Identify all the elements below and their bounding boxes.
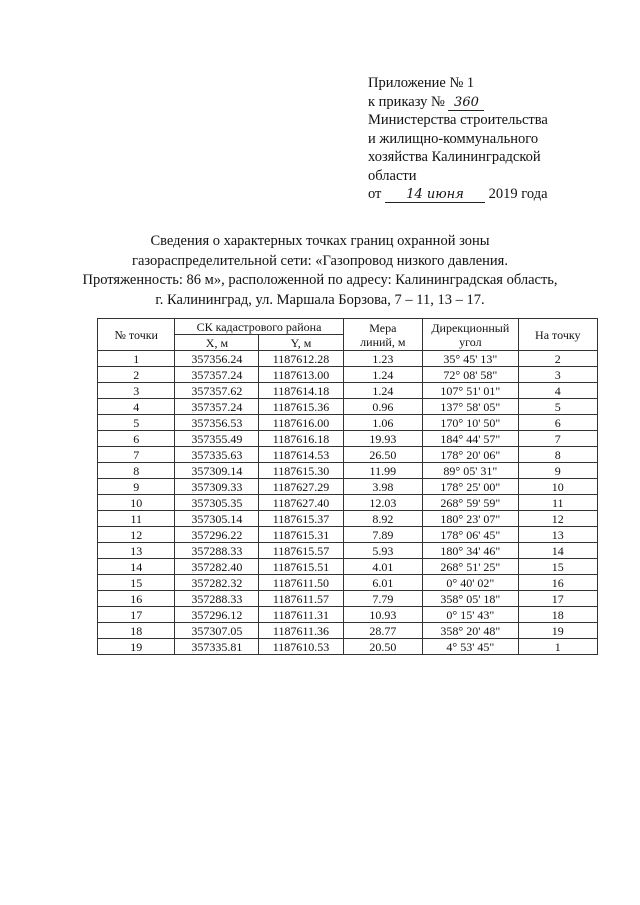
cell-to-point: 12 bbox=[518, 511, 597, 527]
ministry-line-4: области bbox=[368, 167, 417, 184]
cell-to-point: 18 bbox=[518, 607, 597, 623]
title-line-1: Сведения о характерных точках границ охранной зоны bbox=[150, 233, 490, 249]
title-line-3: Протяженность: 86 м», расположенной по адресу: Калининградская область, bbox=[82, 272, 558, 288]
appendix-title: Приложение № 1 bbox=[368, 75, 475, 91]
cell-x: 357335.81 bbox=[175, 639, 259, 655]
cell-x: 357305.14 bbox=[175, 511, 259, 527]
cell-to-point: 8 bbox=[518, 447, 597, 463]
cell-y: 1187610.53 bbox=[259, 639, 343, 655]
cell-y: 1187615.57 bbox=[259, 543, 343, 559]
cell-to-point: 4 bbox=[518, 383, 597, 399]
boundary-points-table bbox=[97, 318, 598, 655]
cell-angle: 178° 20' 06" bbox=[423, 447, 518, 463]
cell-point-no: 15 bbox=[98, 575, 175, 591]
cell-to-point: 2 bbox=[518, 351, 597, 367]
cell-to-point: 7 bbox=[518, 431, 597, 447]
cell-x: 357282.40 bbox=[175, 559, 259, 575]
cell-point-no: 16 bbox=[98, 591, 175, 607]
cell-point-no: 2 bbox=[98, 367, 175, 383]
cell-x: 357357.24 bbox=[175, 367, 259, 383]
table-row bbox=[98, 367, 598, 383]
title-line-4: г. Калининград, ул. Маршала Борзова, 7 – 11, 13 – 17. bbox=[155, 291, 485, 308]
cell-length: 5.93 bbox=[343, 543, 423, 559]
table-row bbox=[98, 463, 598, 479]
cell-x: 357309.33 bbox=[175, 479, 259, 495]
date-prefix: от bbox=[368, 186, 382, 202]
header-angle-line2: угол bbox=[459, 334, 482, 349]
cell-point-no: 6 bbox=[98, 431, 175, 447]
cell-point-no: 7 bbox=[98, 447, 175, 463]
cell-length: 11.99 bbox=[343, 463, 423, 479]
title-line-2: газораспределительной сети: «Газопровод низкого давления. bbox=[132, 252, 508, 269]
header-x: X, м bbox=[175, 335, 259, 351]
table-body bbox=[98, 351, 598, 655]
cell-point-no: 18 bbox=[98, 623, 175, 639]
cell-x: 357355.49 bbox=[175, 431, 259, 447]
cell-length: 7.79 bbox=[343, 591, 423, 607]
cell-y: 1187615.37 bbox=[259, 511, 343, 527]
cell-angle: 178° 06' 45" bbox=[423, 527, 518, 543]
cell-point-no: 4 bbox=[98, 399, 175, 415]
cell-x: 357356.53 bbox=[175, 415, 259, 431]
cell-to-point: 11 bbox=[518, 495, 597, 511]
ministry-line-2: и жилищно-коммунального bbox=[368, 130, 539, 147]
table-row bbox=[98, 479, 598, 495]
cell-angle: 180° 23' 07" bbox=[423, 511, 518, 527]
table-row bbox=[98, 447, 598, 463]
cell-to-point: 19 bbox=[518, 623, 597, 639]
cell-angle: 0° 40' 02" bbox=[423, 575, 518, 591]
cell-x: 357335.63 bbox=[175, 447, 259, 463]
cell-length: 1.23 bbox=[343, 351, 423, 367]
header-length-line1: Мера bbox=[369, 320, 397, 335]
cell-point-no: 8 bbox=[98, 463, 175, 479]
cell-angle: 35° 45' 13" bbox=[423, 351, 518, 367]
cell-angle: 358° 20' 48" bbox=[423, 623, 518, 639]
cell-length: 4.01 bbox=[343, 559, 423, 575]
ministry-line-3: хозяйства Калининградской bbox=[368, 149, 541, 165]
cell-point-no: 14 bbox=[98, 559, 175, 575]
cell-point-no: 5 bbox=[98, 415, 175, 431]
cell-to-point: 1 bbox=[518, 639, 597, 655]
cell-y: 1187611.57 bbox=[259, 591, 343, 607]
cell-y: 1187614.18 bbox=[259, 383, 343, 399]
cell-y: 1187612.28 bbox=[259, 351, 343, 367]
cell-length: 10.93 bbox=[343, 607, 423, 623]
table-row bbox=[98, 511, 598, 527]
cell-angle: 137° 58' 05" bbox=[423, 399, 518, 415]
cell-to-point: 6 bbox=[518, 415, 597, 431]
cell-x: 357357.62 bbox=[175, 383, 259, 399]
table-row bbox=[98, 607, 598, 623]
cell-y: 1187611.36 bbox=[259, 623, 343, 639]
cell-y: 1187627.40 bbox=[259, 495, 343, 511]
cell-angle: 184° 44' 57" bbox=[423, 431, 518, 447]
cell-point-no: 12 bbox=[98, 527, 175, 543]
header-length-line2: линий, м bbox=[360, 334, 406, 349]
cell-x: 357296.22 bbox=[175, 527, 259, 543]
cell-point-no: 1 bbox=[98, 351, 175, 367]
cell-x: 357288.33 bbox=[175, 591, 259, 607]
cell-angle: 180° 34' 46" bbox=[423, 543, 518, 559]
cell-to-point: 5 bbox=[518, 399, 597, 415]
header-point-no: № точки bbox=[98, 319, 175, 351]
cell-length: 1.24 bbox=[343, 383, 423, 399]
cell-angle: 107° 51' 01" bbox=[423, 383, 518, 399]
cell-y: 1187616.00 bbox=[259, 415, 343, 431]
cell-to-point: 14 bbox=[518, 543, 597, 559]
cell-to-point: 10 bbox=[518, 479, 597, 495]
cell-length: 20.50 bbox=[343, 639, 423, 655]
cell-x: 357288.33 bbox=[175, 543, 259, 559]
cell-length: 1.24 bbox=[343, 367, 423, 383]
table-row bbox=[98, 399, 598, 415]
table-row bbox=[98, 415, 598, 431]
cell-length: 26.50 bbox=[343, 447, 423, 463]
table-row bbox=[98, 527, 598, 543]
cell-length: 0.96 bbox=[343, 399, 423, 415]
cell-length: 6.01 bbox=[343, 575, 423, 591]
cell-to-point: 9 bbox=[518, 463, 597, 479]
cell-point-no: 11 bbox=[98, 511, 175, 527]
cell-y: 1187615.30 bbox=[259, 463, 343, 479]
cell-y: 1187615.51 bbox=[259, 559, 343, 575]
order-line bbox=[368, 93, 548, 112]
cell-point-no: 9 bbox=[98, 479, 175, 495]
cell-length: 28.77 bbox=[343, 623, 423, 639]
cell-to-point: 17 bbox=[518, 591, 597, 607]
header-length bbox=[343, 319, 423, 351]
cell-x: 357309.14 bbox=[175, 463, 259, 479]
cell-length: 19.93 bbox=[343, 431, 423, 447]
table-row bbox=[98, 351, 598, 367]
table-row bbox=[98, 623, 598, 639]
date-suffix: 2019 года bbox=[488, 186, 548, 202]
cell-angle: 72° 08' 58" bbox=[423, 367, 518, 383]
cell-length: 12.03 bbox=[343, 495, 423, 511]
cell-point-no: 13 bbox=[98, 543, 175, 559]
table-row bbox=[98, 383, 598, 399]
cell-y: 1187611.31 bbox=[259, 607, 343, 623]
cell-point-no: 19 bbox=[98, 639, 175, 655]
cell-y: 1187611.50 bbox=[259, 575, 343, 591]
cell-point-no: 17 bbox=[98, 607, 175, 623]
cell-y: 1187614.53 bbox=[259, 447, 343, 463]
cell-length: 1.06 bbox=[343, 415, 423, 431]
cell-x: 357296.12 bbox=[175, 607, 259, 623]
header-cs-group: СК кадастрового района bbox=[175, 319, 343, 335]
header-y: Y, м bbox=[259, 335, 343, 351]
table-row bbox=[98, 431, 598, 447]
cell-y: 1187616.18 bbox=[259, 431, 343, 447]
order-prefix: к приказу № bbox=[368, 93, 445, 110]
cell-angle: 268° 59' 59" bbox=[423, 495, 518, 511]
cell-angle: 358° 05' 18" bbox=[423, 591, 518, 607]
header-angle bbox=[423, 319, 518, 351]
ministry-line-1: Министерства строительства bbox=[368, 112, 548, 128]
cell-point-no: 10 bbox=[98, 495, 175, 511]
table-row bbox=[98, 591, 598, 607]
order-number-handwritten: 360 bbox=[448, 95, 484, 111]
appendix-block bbox=[368, 74, 548, 204]
cell-length: 3.98 bbox=[343, 479, 423, 495]
table-row bbox=[98, 575, 598, 591]
cell-length: 7.89 bbox=[343, 527, 423, 543]
cell-y: 1187613.00 bbox=[259, 367, 343, 383]
cell-to-point: 16 bbox=[518, 575, 597, 591]
cell-y: 1187615.31 bbox=[259, 527, 343, 543]
cell-x: 357356.24 bbox=[175, 351, 259, 367]
cell-x: 357307.05 bbox=[175, 623, 259, 639]
cell-to-point: 13 bbox=[518, 527, 597, 543]
table-row bbox=[98, 543, 598, 559]
cell-angle: 89° 05' 31" bbox=[423, 463, 518, 479]
table-row bbox=[98, 495, 598, 511]
header-to-point: На точку bbox=[518, 319, 597, 351]
header-angle-line1: Дирекционный bbox=[431, 320, 510, 335]
cell-angle: 178° 25' 00" bbox=[423, 479, 518, 495]
table-row bbox=[98, 559, 598, 575]
cell-length: 8.92 bbox=[343, 511, 423, 527]
date-line bbox=[368, 185, 548, 204]
cell-x: 357282.32 bbox=[175, 575, 259, 591]
cell-angle: 0° 15' 43" bbox=[423, 607, 518, 623]
cell-to-point: 3 bbox=[518, 367, 597, 383]
cell-y: 1187615.36 bbox=[259, 399, 343, 415]
cell-x: 357357.24 bbox=[175, 399, 259, 415]
cell-x: 357305.35 bbox=[175, 495, 259, 511]
date-handwritten: 14 июня bbox=[385, 187, 485, 203]
cell-angle: 4° 53' 45" bbox=[423, 639, 518, 655]
table-row bbox=[98, 639, 598, 655]
cell-angle: 268° 51' 25" bbox=[423, 559, 518, 575]
cell-y: 1187627.29 bbox=[259, 479, 343, 495]
cell-point-no: 3 bbox=[98, 383, 175, 399]
document-title bbox=[60, 232, 580, 310]
cell-to-point: 15 bbox=[518, 559, 597, 575]
cell-angle: 170° 10' 50" bbox=[423, 415, 518, 431]
